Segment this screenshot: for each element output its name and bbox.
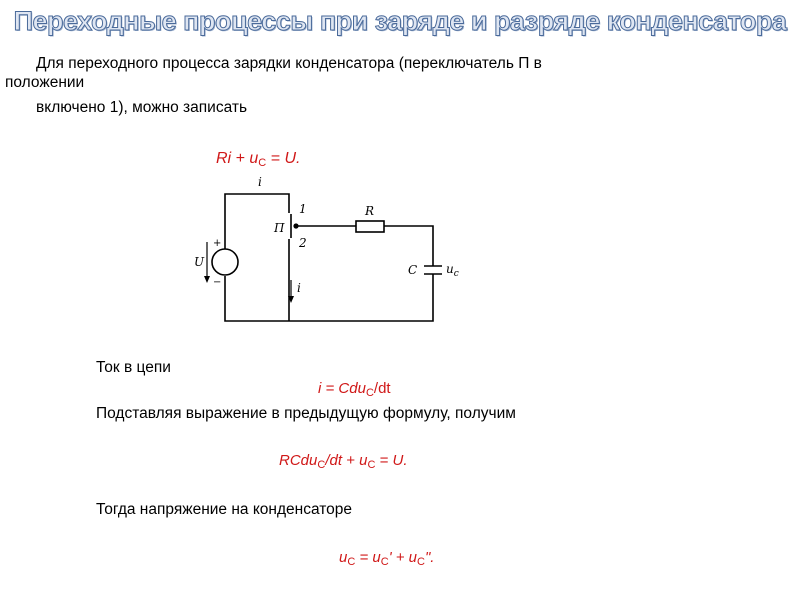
label-pos-1: 1 (299, 202, 307, 216)
label-plus: + (213, 238, 222, 249)
current-label: Ток в цепи (96, 359, 171, 376)
label-p: П (274, 221, 285, 235)
intro-line-3: включено 1), можно записать (36, 99, 248, 116)
intro-line-1: Для переходного процесса зарядки конденсатора (переключатель П в (36, 55, 542, 72)
page-title: Переходные процессы при заряде и разряде конденсатора (13, 6, 787, 36)
label-i: i (297, 281, 301, 295)
substitute-text: Подставляя выражение в предыдущую формулу, получим (96, 405, 516, 422)
formula-voltage: $u_C = u_C' + u_C$". (339, 549, 435, 568)
formula-differential: RCdu$_C$/dt + $u_C = U$. (279, 452, 408, 471)
formula-kirchhoff: $Ri + u_C = U$. (216, 150, 301, 169)
label-pos-2: 2 (299, 236, 307, 250)
label-r: R (365, 204, 375, 218)
intro-line-2: положении (5, 74, 85, 91)
label-u: U (194, 255, 205, 269)
formula-current: i = Cdu$_C$/dt (318, 380, 391, 399)
label-minus: − (213, 277, 222, 288)
voltage-text: Тогда напряжение на конденсаторе (96, 501, 353, 518)
label-i-top: i (258, 175, 262, 189)
label-c: C (408, 263, 418, 277)
label-uc: $u_c$ (446, 262, 459, 279)
